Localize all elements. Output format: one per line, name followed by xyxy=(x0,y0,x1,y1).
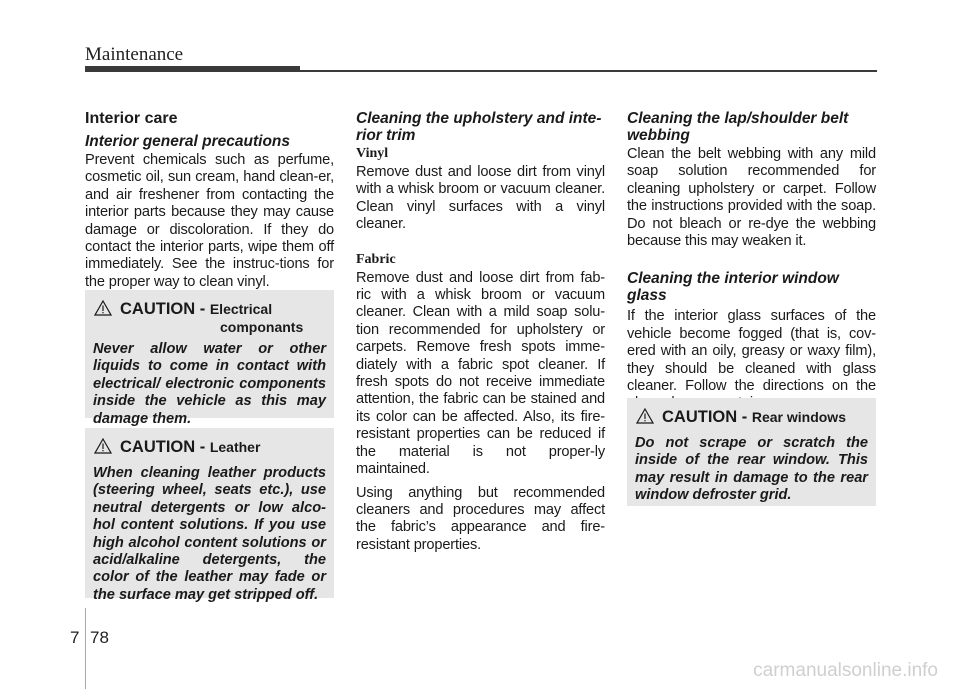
paragraph-vinyl: Remove dust and loose dirt from vinyl with a whisk broom or vacuum cleaner. Clean vinyl surfaces with a vinyl cleaner. xyxy=(356,164,605,233)
label-vinyl: Vinyl xyxy=(356,146,389,161)
paragraph-window-glass: If the interior glass surfaces of the vehicle become fogged (that is, cov-ered with an oily, greasy or waxy film), they should be cleaned with glass cleaner. Follow the directions on the xyxy=(627,308,876,395)
paragraph-belt-webbing: Clean the belt webbing with any mild soap solution recommended for cleaning upholstery or carpet. Follow the instructions provided with the soap. Do not bleach or re-dye the webbing because this may weaken it. xyxy=(627,146,876,250)
chapter-number: 7 xyxy=(70,628,80,647)
warning-triangle-icon xyxy=(94,438,112,454)
subheading-general-precautions: Interior general precautions xyxy=(85,133,290,150)
caution-word: CAUTION - xyxy=(120,300,206,318)
column-2 xyxy=(356,110,605,554)
footer-divider xyxy=(85,608,86,689)
caution-word: CAUTION - xyxy=(662,408,748,426)
caution-header xyxy=(635,408,868,427)
section-heading-interior-care: Interior care xyxy=(85,110,178,127)
caution-header xyxy=(93,438,326,457)
caution-text: Do not scrape or scratch the inside of the rear window. This may result in damage to the rear window defroster grid. xyxy=(635,435,868,504)
page-number: 78 xyxy=(90,628,109,647)
caution-subject-line-2: componants xyxy=(220,319,304,335)
caution-box-leather xyxy=(85,428,334,603)
paragraph-fabric: Remove dust and loose dirt from fab-ric with a whisk broom or vacuum cleaner. Clean with a mild soap solu-tion recommended for upholstery or carpets. Remove fresh spots imme-diately with a fabric spot cleaner. If fresh spots do not receive immediate attention, the fabric can be stained and its color can be affected. Also, its fire-resistant properties can be reduced if the material is not proper-ly maintained. xyxy=(356,269,605,478)
paragraph-fabric-2: Using anything but recommended cleaners and procedures may affect the fabric’s appearance and fire-resistant properties. xyxy=(356,484,605,553)
watermark: carmanualsonline.info xyxy=(753,660,938,681)
caution-subject: Rear windows xyxy=(751,409,846,425)
column-1 xyxy=(85,110,334,291)
caution-text: Never allow water or other liquids to come in contact with electrical/ electronic components inside the vehicle as this may damage them. xyxy=(93,341,326,427)
caution-word: CAUTION - xyxy=(120,438,206,456)
subheading-belt-webbing: Cleaning the lap/shoulder belt webbing xyxy=(627,110,849,144)
page-header-title: Maintenance xyxy=(85,44,184,65)
caution-subject: Electrical xyxy=(209,301,273,317)
caution-header xyxy=(93,300,326,335)
header-rule-thick xyxy=(85,66,300,72)
caution-text: When cleaning leather products (steering wheel, seats etc.), use neutral detergents or low alco-hol content solutions. If you use high alcohol content solutions or acid/alkaline detergents, the color of the leather may fade or the surface may get stripped off. xyxy=(93,465,326,603)
warning-triangle-icon xyxy=(94,300,112,316)
warning-triangle-icon xyxy=(636,408,654,424)
subheading-upholstery: Cleaning the upholstery and inte-rior trim xyxy=(356,110,602,144)
caution-box-rear-windows xyxy=(627,398,876,506)
paragraph-general-precautions: Prevent chemicals such as perfume, cosmetic oil, sun cream, hand clean-er, and air freshener from contacting the interior parts because they may cause damage or discoloration. If they do contact the interior parts, wipe them off immediately. See the instruc-tions for the proper way to clean vinyl. xyxy=(85,152,334,290)
subheading-window-glass: Cleaning the interior window glass xyxy=(627,270,839,305)
header-rule-thin xyxy=(300,70,877,72)
column-3 xyxy=(627,110,876,413)
caution-box-electrical xyxy=(85,290,334,427)
caution-subject: Leather xyxy=(209,439,261,455)
label-fabric: Fabric xyxy=(356,251,396,267)
